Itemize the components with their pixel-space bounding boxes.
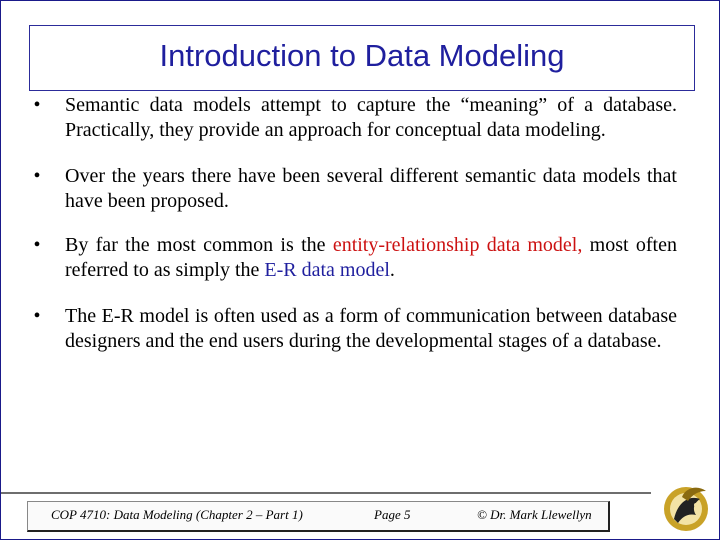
bullet-list: [31, 93, 677, 354]
slide-title: Introduction to Data Modeling: [159, 38, 565, 73]
bullet-text-middle: most often referred to as simply the: [65, 234, 677, 281]
bullet-text: Semantic data models attempt to capture the “meaning” of a database. Practically, they provide an approach for conceptual data modeling.: [65, 94, 677, 141]
bullet-text: The E-R model is often used as a form of communication between database designers and the end users during the developmental stages of a database.: [65, 305, 677, 352]
footer-page-number: Page 5: [374, 507, 411, 522]
bullet-text: Over the years there have been several different semantic data models that have been proposed.: [65, 165, 677, 212]
bullet-item-semantic-models: [31, 93, 677, 143]
footer-course: COP 4710: Data Modeling (Chapter 2 – Part 1): [51, 507, 303, 522]
bullet-marker: •: [33, 234, 41, 256]
bullet-item-er-model: [31, 233, 677, 283]
title-box: [29, 25, 695, 91]
bullet-marker: •: [33, 94, 41, 116]
highlight-er-data-model: E-R data model: [264, 259, 390, 281]
bullet-text-prefix: By far the most common is the: [65, 234, 333, 256]
footer-author: © Dr. Mark Llewellyn: [477, 507, 592, 522]
bullet-marker: •: [33, 165, 41, 187]
bullet-marker: •: [33, 305, 41, 327]
footer-divider: [1, 492, 651, 494]
highlight-entity-relationship: entity-relationship data model,: [332, 234, 583, 256]
bullet-item-communication: [31, 304, 677, 354]
bullet-text-suffix: .: [389, 259, 395, 281]
bullet-item-several-models: [31, 164, 677, 214]
ucf-pegasus-logo-icon: [656, 479, 716, 534]
